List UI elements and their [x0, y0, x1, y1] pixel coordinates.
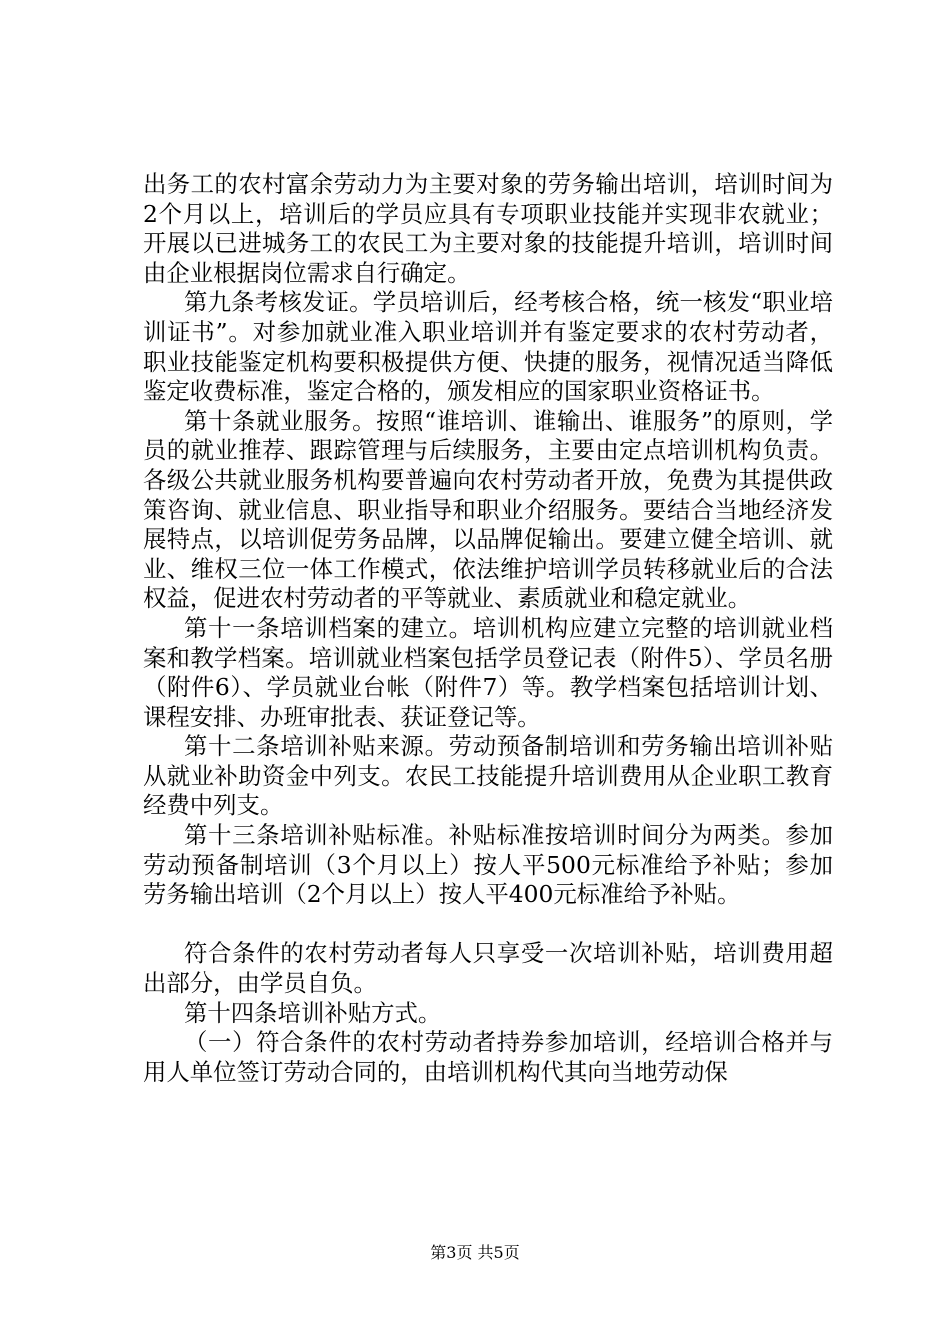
paragraph-article-10: 第十条就业服务。按照“谁培训、谁输出、谁服务”的原则，学员的就业推荐、跟踪管理与后续服务，主要由定点培训机构负责。各级公共就业服务机构要普遍向农村劳动者开放，免费为其提供政策咨询、就业信息、职业指导和职业介绍服务。要结合当地经济发展特点，以培训促劳务品牌，以品牌促输出。要建立健全培训、就业、维权三位一体工作模式，依法维护培训学员转移就业后的合法权益，促进农村劳动者的平等就业、素质就业和稳定就业。	[143, 406, 833, 613]
paragraph-subsidy-once: 符合条件的农村劳动者每人只享受一次培训补贴，培训费用超出部分，由学员自负。	[143, 939, 833, 998]
paragraph-article-11: 第十一条培训档案的建立。培训机构应建立完整的培训就业档案和教学档案。培训就业档案包括学员登记表（附件5）、学员名册（附件6）、学员就业台帐（附件7）等。教学档案包括培训计划、课程安排、办班审批表、获证登记等。	[143, 613, 833, 731]
paragraph-article-13: 第十三条培训补贴标准。补贴标准按培训时间分为两类。参加劳动预备制培训（3个月以上）按人平500元标准给予补贴；参加劳务输出培训（2个月以上）按人平400元标准给予补贴。	[143, 821, 833, 909]
paragraph-article-9: 第九条考核发证。学员培训后，经考核合格，统一核发“职业培训证书”。对参加就业准入职业培训并有鉴定要求的农村劳动者，职业技能鉴定机构要积极提供方便、快捷的服务，视情况适当降低鉴定收费标准，鉴定合格的，颁发相应的国家职业资格证书。	[143, 288, 833, 406]
document-body	[143, 170, 833, 1087]
paragraph-1: 出务工的农村富余劳动力为主要对象的劳务输出培训，培训时间为2个月以上，培训后的学员应具有专项职业技能并实现非农就业；开展以已进城务工的农民工为主要对象的技能提升培训，培训时间由企业根据岗位需求自行确定。	[143, 170, 833, 287]
page-footer: 第3页 共5页	[430, 1243, 520, 1262]
paragraph-article-12: 第十二条培训补贴来源。劳动预备制培训和劳务输出培训补贴从就业补助资金中列支。农民工技能提升培训费用从企业职工教育经费中列支。	[143, 732, 833, 820]
paragraph-article-14-item-1: （一）符合条件的农村劳动者持券参加培训，经培训合格并与用人单位签订劳动合同的，由培训机构代其向当地劳动保	[143, 1028, 833, 1086]
paragraph-article-14: 第十四条培训补贴方式。	[184, 998, 442, 1027]
